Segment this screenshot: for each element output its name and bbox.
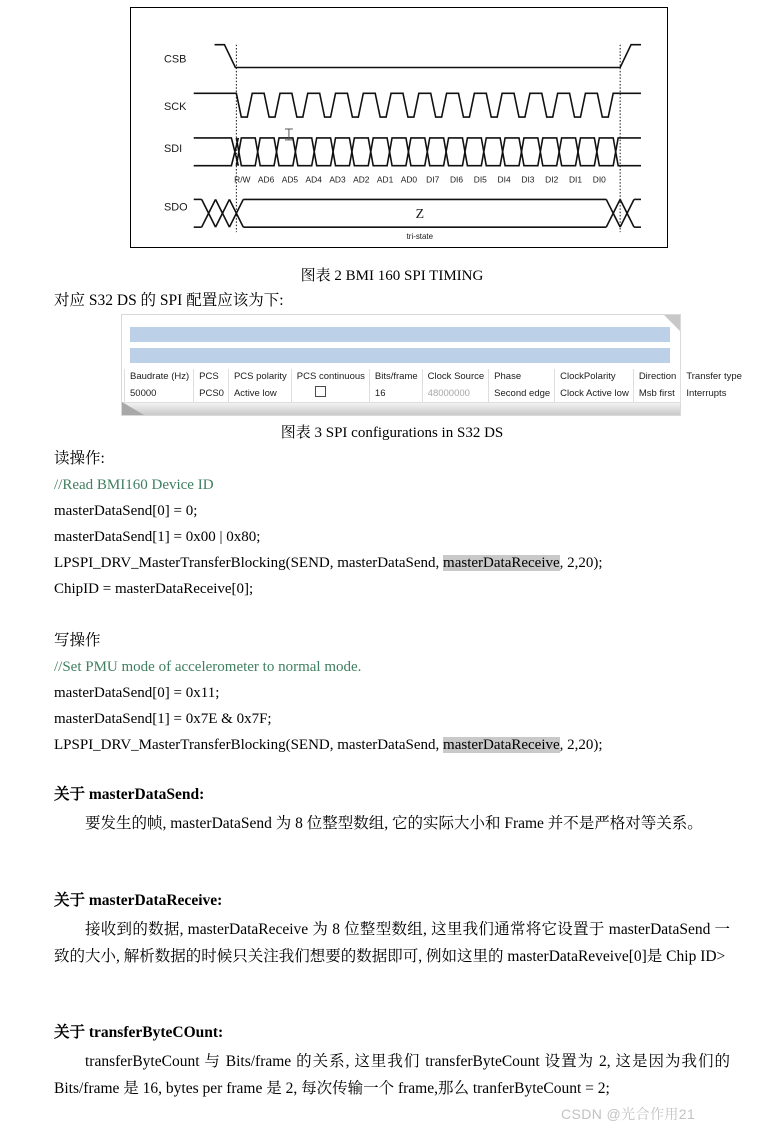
col-header-clock-source[interactable]: Clock Source bbox=[422, 369, 489, 385]
svg-text:AD5: AD5 bbox=[281, 174, 299, 185]
write-operation-comment: //Set PMU mode of accelerometer to normal mode. bbox=[54, 659, 362, 675]
value-baudrate[interactable]: 50000 bbox=[125, 385, 194, 404]
value-pcs-polarity[interactable]: Active low bbox=[228, 385, 291, 404]
col-header-transfer-type[interactable]: Transfer type bbox=[681, 369, 746, 385]
write-code-highlight-masterdatareceive: masterDataReceive bbox=[443, 737, 560, 753]
note-1-prefix: 关于 bbox=[54, 786, 89, 803]
csdn-watermark: CSDN @光合作用21 bbox=[561, 1106, 696, 1122]
read-code-line-4: ChipID = masterDataReceive[0]; bbox=[54, 581, 254, 597]
sdo-z-label: Z bbox=[415, 207, 425, 223]
note-heading-transferbytecount bbox=[54, 1020, 730, 1046]
col-header-pcs-continuous[interactable]: PCS continuous bbox=[291, 369, 369, 385]
col-header-baudrate[interactable]: Baudrate (Hz) bbox=[125, 369, 194, 385]
read-code-line-3-post: , 2,20); bbox=[559, 555, 603, 571]
svg-text:AD6: AD6 bbox=[257, 174, 275, 185]
col-header-pcs-polarity[interactable]: PCS polarity bbox=[228, 369, 291, 385]
config-header-row bbox=[122, 369, 746, 385]
value-clock-polarity[interactable]: Clock Active low bbox=[555, 385, 634, 404]
read-code-highlight-masterdatareceive: masterDataReceive bbox=[443, 555, 560, 571]
value-transfer-type[interactable]: Interrupts bbox=[681, 385, 746, 404]
svg-text:AD1: AD1 bbox=[376, 174, 394, 185]
read-code-line-3 bbox=[54, 550, 730, 576]
note-2-term: masterDataReceive: bbox=[88, 892, 223, 909]
signal-label-sdi: SDI bbox=[163, 142, 183, 155]
col-header-bits-frame[interactable]: Bits/frame bbox=[369, 369, 422, 385]
write-code-line-2: masterDataSend[1] = 0x7E & 0x7F; bbox=[54, 711, 272, 727]
write-code-line-1: masterDataSend[0] = 0x11; bbox=[54, 685, 220, 701]
signal-label-sdo: SDO bbox=[163, 201, 188, 214]
read-operation-heading: 读操作: bbox=[54, 450, 105, 467]
spi-config-table bbox=[122, 369, 746, 404]
value-bits-frame[interactable]: 16 bbox=[369, 385, 422, 404]
svg-text:DI7: DI7 bbox=[426, 174, 440, 185]
svg-text:AD4: AD4 bbox=[305, 174, 322, 185]
col-header-clock-polarity[interactable]: ClockPolarity bbox=[555, 369, 634, 385]
note-body-masterdatasend: 要发生的帧, masterDataSend 为 8 位整型数组, 它的实际大小和 Frame 并不是严格对等关系。 bbox=[85, 815, 703, 832]
note-heading-masterdatasend bbox=[54, 782, 730, 808]
note-1-term: masterDataSend: bbox=[88, 786, 205, 803]
value-pcs[interactable]: PCS0 bbox=[194, 385, 229, 404]
read-operation-comment: //Read BMI160 Device ID bbox=[54, 477, 214, 493]
col-header-phase[interactable]: Phase bbox=[489, 369, 555, 385]
write-code-line-3-post: , 2,20); bbox=[559, 737, 603, 753]
note-heading-masterdatareceive bbox=[54, 888, 730, 914]
note-3-prefix: 关于 bbox=[54, 1024, 89, 1041]
config-toolbar-band-bottom bbox=[130, 348, 670, 363]
svg-text:DI0: DI0 bbox=[592, 174, 606, 185]
svg-text:DI3: DI3 bbox=[521, 174, 535, 185]
svg-text:DI5: DI5 bbox=[473, 174, 487, 185]
write-code-line-3-pre: LPSPI_DRV_MasterTransferBlocking(SEND, masterDataSend, bbox=[54, 737, 444, 753]
signal-label-sck: SCK bbox=[163, 101, 187, 114]
svg-text:DI2: DI2 bbox=[545, 174, 559, 185]
svg-text:DI6: DI6 bbox=[449, 174, 464, 185]
value-phase[interactable]: Second edge bbox=[489, 385, 555, 404]
note-body-masterdatareceive: 接收到的数据, masterDataReceive 为 8 位整型数组, 这里我们通常将它设置于 masterDataSend 一致的大小, 解析数据的时候只关注我们想要的数据即可, 例如这里的 masterDataReveive[0]是 Chip ID> bbox=[54, 921, 730, 965]
figure2-caption: 图表 3 SPI configurations in S32 DS bbox=[280, 425, 504, 441]
config-toolbar-band-top bbox=[130, 327, 670, 342]
bmi160-spi-timing-figure bbox=[130, 7, 668, 248]
timing-diagram-svg bbox=[131, 8, 667, 247]
read-code-line-3-pre: LPSPI_DRV_MasterTransferBlocking(SEND, masterDataSend, bbox=[54, 555, 444, 571]
panel-corner-decoration-bottom-left bbox=[122, 402, 144, 415]
svg-text:AD2: AD2 bbox=[353, 174, 370, 185]
spi-configuration-panel bbox=[122, 315, 742, 415]
note-3-term: transferByteCOunt: bbox=[88, 1024, 224, 1041]
value-direction[interactable]: Msb first bbox=[633, 385, 681, 404]
svg-text:AD3: AD3 bbox=[329, 174, 346, 185]
col-header-pcs[interactable]: PCS bbox=[194, 369, 229, 385]
svg-text:R/W: R/W bbox=[234, 174, 251, 185]
read-code-line-1: masterDataSend[0] = 0; bbox=[54, 503, 198, 519]
write-code-line-3 bbox=[54, 732, 730, 758]
value-clock-source: 48000000 bbox=[422, 385, 489, 404]
pcs-continuous-checkbox[interactable] bbox=[315, 386, 326, 397]
figure1-caption: 图表 2 BMI 160 SPI TIMING bbox=[300, 268, 484, 284]
intro-line: 对应 S32 DS 的 SPI 配置应该为下: bbox=[54, 292, 284, 309]
note-body-transferbytecount: transferByteCount 与 Bits/frame 的关系, 这里我们 transferByteCount 设置为 2, 这是因为我们的 Bits/frame 是 16, bytes per frame 是 2, 每次传输一个 frame,那么 tranferByteCount = 2; bbox=[54, 1053, 730, 1097]
svg-text:AD0: AD0 bbox=[400, 174, 418, 185]
note-2-prefix: 关于 bbox=[54, 892, 89, 909]
write-operation-heading: 写操作 bbox=[54, 632, 101, 649]
sdo-tristate-label: tri-state bbox=[406, 232, 434, 242]
read-code-line-2: masterDataSend[1] = 0x00 | 0x80; bbox=[54, 529, 261, 545]
config-panel-footer bbox=[122, 402, 680, 415]
col-header-direction[interactable]: Direction bbox=[633, 369, 681, 385]
signal-label-csb: CSB bbox=[163, 53, 187, 66]
svg-text:DI4: DI4 bbox=[497, 174, 511, 185]
svg-text:DI1: DI1 bbox=[568, 174, 583, 185]
